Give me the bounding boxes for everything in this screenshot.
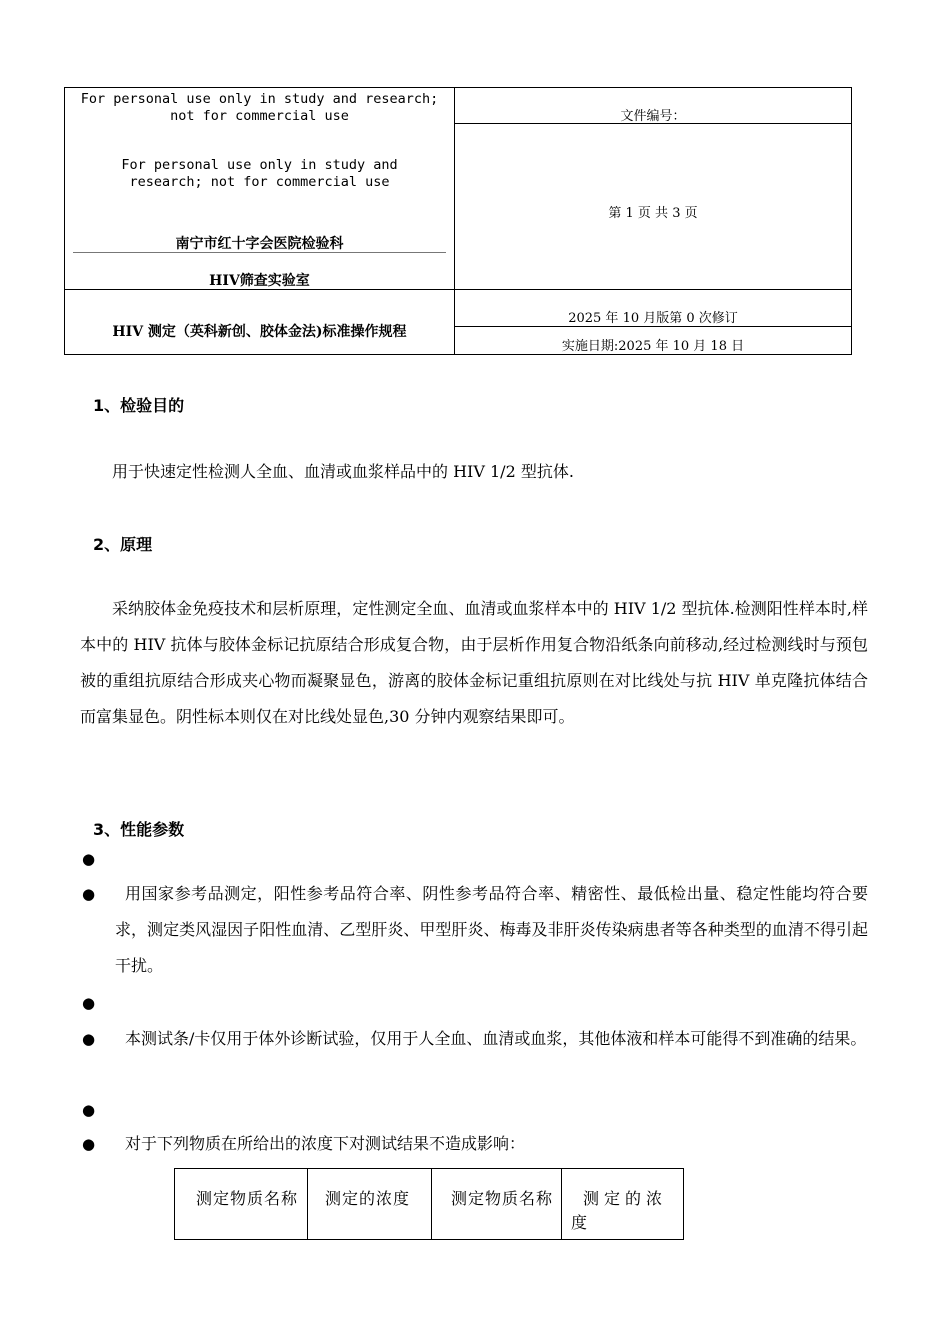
table-header-cell: 测定物质名称	[451, 1189, 554, 1208]
disclaimer-2-line-2: research; not for commercial use	[129, 174, 390, 190]
section-1-heading: 1、检验目的	[93, 396, 185, 415]
section-1-text: 用于快速定性检测人全血、血清或血浆样品中的 HIV 1/2 型抗体.	[112, 462, 574, 481]
effective-date: 实施日期:2025 年 10 月 18 日	[561, 339, 745, 354]
revision-info: 2025 年 10 月版第 0 次修订	[568, 311, 738, 326]
bullet-1-text: 用国家参考品测定，阳性参考品符合率、阴性参考品符合率、精密性、最低检出量、稳定性能均符合要求，测定类风湿因子阳性血清、乙型肝炎、甲型肝炎、梅毒及非肝炎传染病患者等各种类型的血清不得引起干扰。	[115, 884, 868, 975]
header-divider-right-2	[455, 326, 851, 327]
disclaimer-1-line-1: For personal use only in study and research;	[80, 91, 439, 107]
bullet-empty-1: ●	[82, 850, 96, 868]
table-col-divider-1	[307, 1169, 308, 1239]
table-header-cell: 测定的浓度	[571, 1189, 668, 1232]
page-info: 第 1 页 共 3 页	[608, 206, 698, 221]
document-title: HIV 测定（英科新创、胶体金法)标准操作规程	[112, 324, 407, 340]
disclaimer-1	[65, 91, 454, 125]
table-header-cell: 测定的浓度	[325, 1189, 411, 1208]
bullet-3-text: 对于下列物质在所给出的浓度下对测试结果不造成影响：	[125, 1134, 526, 1153]
disclaimer-2-line-1: For personal use only in study and	[121, 157, 398, 173]
doc-number-label: 文件编号：	[620, 109, 686, 124]
table-col-divider-2	[431, 1169, 432, 1239]
bullet-2-marker: ●	[82, 1030, 96, 1048]
section-3-heading: 3、性能参数	[93, 820, 185, 839]
hospital-name: 南宁市红十字会医院检验科	[175, 236, 344, 252]
bullet-3-marker: ●	[82, 1135, 96, 1153]
disclaimer-1-line-2: not for commercial use	[170, 108, 349, 124]
header-table	[64, 87, 852, 355]
bullet-empty-2: ●	[82, 994, 96, 1012]
interference-table	[174, 1168, 684, 1240]
table-col-divider-3	[561, 1169, 562, 1239]
lab-name: HIV筛查实验室	[209, 273, 310, 289]
bullet-2-text: 本测试条/卡仅用于体外诊断试验，仅用于人全血、血清或血浆，其他体液和样本可能得不到准确的结果。	[125, 1029, 867, 1048]
bullet-1-marker: ●	[82, 885, 96, 903]
bullet-empty-3: ●	[82, 1101, 96, 1119]
section-2-text: 采纳胶体金免疫技术和层析原理，定性测定全血、血清或血浆样本中的 HIV 1/2 型抗体.检测阳性样本时,样本中的 HIV 抗体与胶体金标记抗原结合形成复合物，由于层析作用复合物沿纸条向前移动,经过检测线时与预包被的重组抗原结合形成夹心物而凝聚显色，游离的胶体金标记重组抗原则在对比线处与抗 HIV 单克隆抗体结合而富集显色。阴性标本则仅在对比线处显色,30 分钟内观察结果即可。	[80, 599, 868, 726]
table-header-cell: 测定物质名称	[196, 1189, 299, 1208]
disclaimer-2	[65, 157, 454, 191]
section-2-heading: 2、原理	[93, 535, 153, 554]
